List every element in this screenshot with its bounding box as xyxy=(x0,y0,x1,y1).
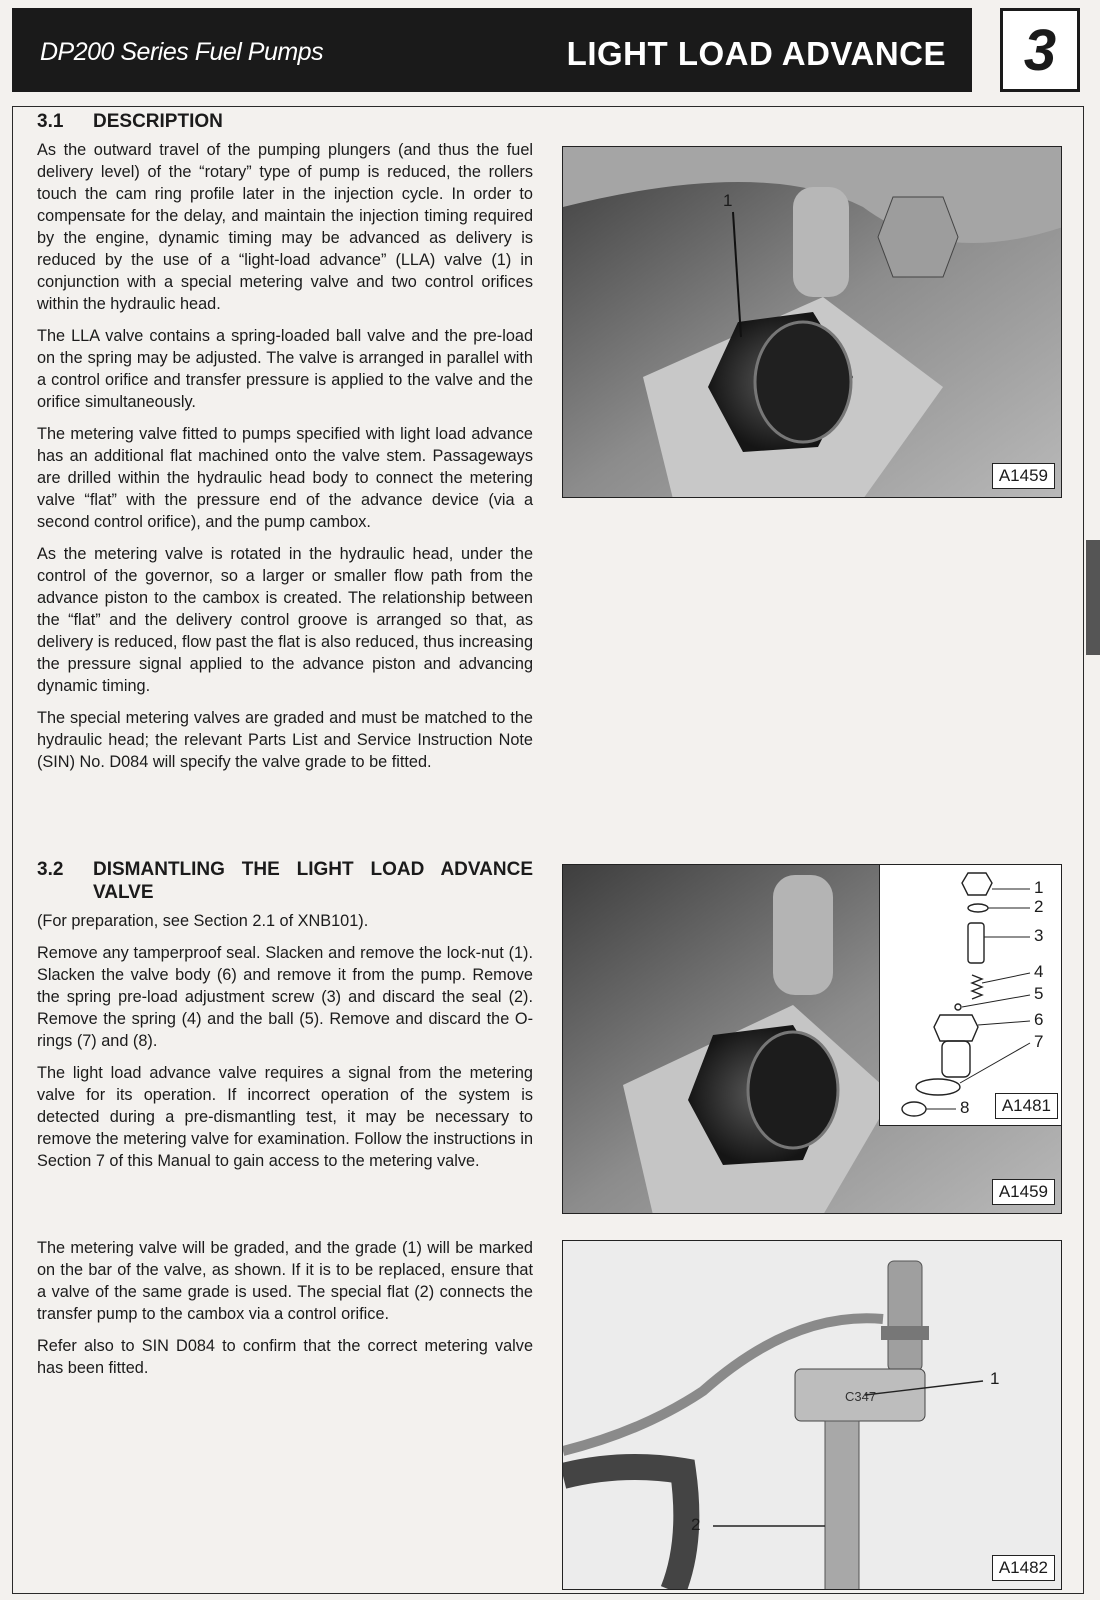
paragraph: As the metering valve is rotated in the hydraulic head, under the control of the governor, so a larger or smaller flow path from the advance piston to the cambox is created. The relationship between the “flat” and the delivery control groove is arranged so that, as delivery is reduced, flow past the flat is also reduced, thus increasing the pressure signal applied to the advance piston and advancing dynamic timing. xyxy=(37,545,533,695)
paragraph: As the outward travel of the pumping plungers (and thus the fuel delivery level) of the “rotary” type of pump is reduced, the rollers touch the cam ring profile later in the injection cycle. In order to compensate for the delay, and maintain the injection timing required by the engine, dynamic timing may be advanced as delivery is reduced by the use of a “light-load advance” (LLA) valve (1) in conjunction with a special metering valve and two control orifices within the hydraulic head. xyxy=(37,141,533,313)
figure-lla-valve-photo xyxy=(562,146,1062,498)
section-dismantling xyxy=(37,858,533,1182)
metering-valve-notes xyxy=(37,1237,533,1389)
callout-number: 1 xyxy=(990,1369,1000,1388)
section-number: 3.2 xyxy=(37,859,64,880)
callout-number: 4 xyxy=(1034,962,1044,981)
chapter-number-box xyxy=(1000,8,1080,92)
callout-number: 2 xyxy=(1034,897,1044,916)
chapter-title: LIGHT LOAD ADVANCE xyxy=(566,35,946,72)
paragraph: The LLA valve contains a spring-loaded ball valve and the pre-load on the spring may be adjusted. The valve is arranged in parallel with a control orifice and transfer pressure is applied to the valve and the orifice simultaneously. xyxy=(37,327,533,411)
callout-number: 2 xyxy=(691,1515,701,1534)
page-header xyxy=(12,8,972,92)
section-heading xyxy=(37,858,533,904)
figure-label: A1481 xyxy=(995,1093,1058,1119)
figure-label: A1459 xyxy=(992,463,1055,489)
figure-label: A1482 xyxy=(992,1555,1055,1581)
grade-stamp: C347 xyxy=(845,1389,877,1404)
figure-lla-valve-exploded xyxy=(562,864,1062,1214)
section-number: 3.1 xyxy=(37,111,64,132)
callout-number: 7 xyxy=(1034,1032,1044,1051)
callout-number: 3 xyxy=(1034,926,1044,945)
exploded-diagram-panel xyxy=(879,865,1062,1126)
section-title: DESCRIPTION xyxy=(93,111,223,132)
paragraph: The light load advance valve requires a signal from the metering valve for its operation. If incorrect operation of the system is detected during a pre-dismantling test, it may be necessary to remove the metering valve for examination. Follow the instructions in Section 7 of this Manual to gain access to the metering valve. xyxy=(37,1064,533,1170)
callout-number: 1 xyxy=(723,191,733,210)
paragraph: The metering valve will be graded, and the grade (1) will be marked on the bar of the valve, as shown. If it is to be replaced, ensure that a valve of the same grade is used. The special flat (2) connects the transfer pump to the cambox via a control orifice. xyxy=(37,1239,533,1323)
metering-valve-illustration xyxy=(563,1241,1062,1590)
paragraph: Refer also to SIN D084 to confirm that the correct metering valve has been fitted. xyxy=(37,1337,533,1377)
section-edge-tab xyxy=(1086,540,1100,655)
callout-number: 6 xyxy=(1034,1010,1044,1029)
callout-number: 1 xyxy=(1034,878,1044,897)
chapter-number: 3 xyxy=(1023,17,1057,83)
section-title: DISMANTLING THE LIGHT LOAD ADVANCE VALVE xyxy=(93,859,533,903)
pump-photo-illustration xyxy=(563,147,1062,498)
callout-number: 8 xyxy=(960,1098,970,1117)
section-heading xyxy=(37,110,533,133)
paragraph: Remove any tamperproof seal. Slacken and remove the lock-nut (1). Slacken the valve body (6) and remove it from the pump. Remove the spring pre-load adjustment screw (3) and discard the seal (2). Remove the spring (4) and the ball (5). Remove and discard the O-rings (7) and (8). xyxy=(37,944,533,1050)
figure-label: A1459 xyxy=(992,1179,1055,1205)
section-description xyxy=(37,110,533,783)
paragraph: The metering valve fitted to pumps specified with light load advance has an additional flat machined onto the valve stem. Passageways are drilled within the hydraulic head body to connect the metering valve “flat” with the pressure end of the advance device (via a second control orifice), and the pump cambox. xyxy=(37,425,533,531)
paragraph: The special metering valves are graded and must be matched to the hydraulic head; the relevant Parts List and Service Instruction Note (SIN) No. D084 will specify the valve grade to be fitted. xyxy=(37,709,533,771)
callout-number: 5 xyxy=(1034,984,1044,1003)
paragraph: (For preparation, see Section 2.1 of XNB101). xyxy=(37,912,369,930)
series-title: DP200 Series Fuel Pumps xyxy=(40,38,324,66)
figure-metering-valve-photo xyxy=(562,1240,1062,1590)
